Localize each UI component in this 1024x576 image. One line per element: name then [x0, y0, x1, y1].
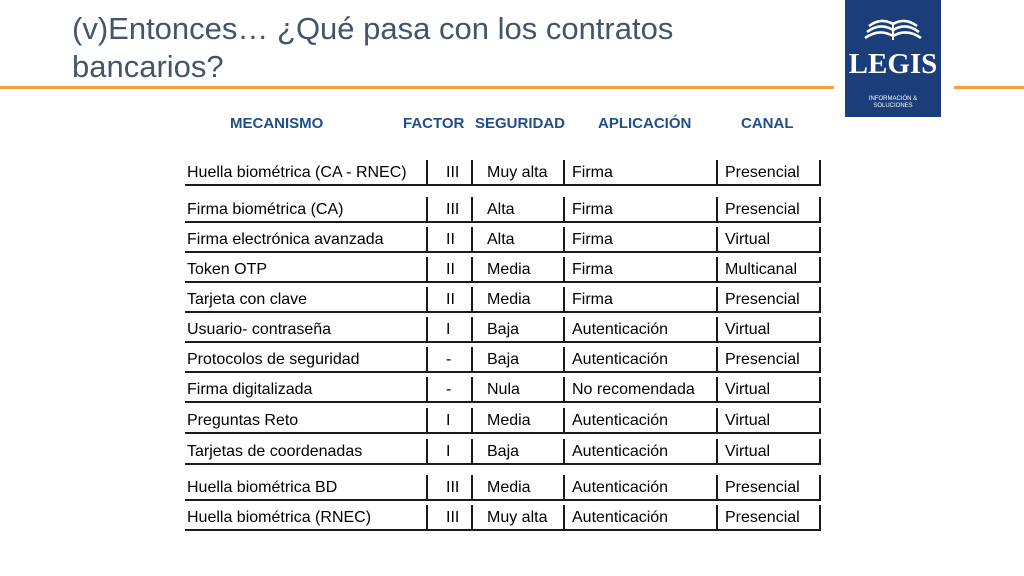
cell-mecanismo	[185, 287, 428, 313]
cell-canal	[718, 160, 821, 186]
cell-aplicacion	[565, 347, 718, 373]
cell-canal	[718, 408, 821, 434]
cell-seguridad	[473, 227, 565, 253]
cell-aplicacion	[565, 475, 718, 501]
canal-text: Virtual	[725, 231, 771, 248]
seguridad-text: Baja	[487, 443, 520, 460]
cell-canal	[718, 197, 821, 223]
mecanismo-text: Huella biométrica BD	[187, 479, 338, 496]
factor-text: I	[446, 412, 451, 429]
cell-seguridad	[473, 408, 565, 434]
slide-title: (v)Entonces… ¿Qué pasa con los contratos bancarios?	[72, 11, 674, 84]
factor-text: III	[446, 164, 460, 181]
cell-mecanismo	[185, 317, 428, 343]
cell-mecanismo	[185, 347, 428, 373]
mecanismo-text: Huella biométrica (RNEC)	[187, 509, 372, 526]
factor-text: II	[446, 231, 455, 248]
cell-canal	[718, 475, 821, 501]
canal-text: Virtual	[725, 321, 771, 338]
cell-mecanismo	[185, 160, 428, 186]
factor-text: I	[446, 443, 451, 460]
logo-tagline: INFORMACIÓN & SOLUCIONES	[868, 96, 918, 109]
aplicacion-text: Firma	[572, 291, 613, 308]
aplicacion-text: Firma	[572, 201, 613, 218]
cell-mecanismo	[185, 475, 428, 501]
cell-seguridad	[473, 505, 565, 531]
cell-seguridad	[473, 377, 565, 403]
aplicacion-text: Autenticación	[572, 509, 669, 526]
cell-aplicacion	[565, 287, 718, 313]
table-row	[185, 257, 821, 285]
seguridad-text: Alta	[487, 201, 515, 218]
cell-canal	[718, 377, 821, 403]
cell-seguridad	[473, 257, 565, 283]
mecanismo-text: Usuario- contraseña	[187, 321, 332, 338]
canal-text: Multicanal	[725, 261, 798, 278]
cell-seguridad	[473, 197, 565, 223]
aplicacion-text: Autenticación	[572, 351, 669, 368]
aplicacion-text: Autenticación	[572, 321, 669, 338]
aplicacion-text: Firma	[572, 231, 613, 248]
cell-seguridad	[473, 475, 565, 501]
factor-text: III	[446, 201, 460, 218]
factor-text: II	[446, 261, 455, 278]
seguridad-text: Media	[487, 291, 531, 308]
canal-text: Presencial	[725, 291, 800, 308]
aplicacion-text: Firma	[572, 261, 613, 278]
factor-text: III	[446, 479, 460, 496]
seguridad-text: Nula	[487, 381, 520, 398]
seguridad-text: Media	[487, 261, 531, 278]
cell-factor	[428, 439, 473, 465]
table-row	[185, 408, 821, 436]
canal-text: Presencial	[725, 164, 800, 181]
cell-factor	[428, 287, 473, 313]
mecanismo-text: Tarjeta con clave	[187, 291, 308, 308]
header-seguridad: SEGURIDAD	[475, 115, 566, 132]
cell-factor	[428, 377, 473, 403]
cell-mecanismo	[185, 197, 428, 223]
table-row	[185, 160, 821, 188]
cell-aplicacion	[565, 257, 718, 283]
table-row	[185, 197, 821, 225]
seguridad-text: Media	[487, 479, 531, 496]
seguridad-text: Baja	[487, 351, 520, 368]
mecanismo-text: Protocolos de seguridad	[187, 351, 360, 368]
cell-aplicacion	[565, 317, 718, 343]
factor-text: -	[446, 351, 452, 368]
seguridad-text: Media	[487, 412, 531, 429]
cell-seguridad	[473, 347, 565, 373]
header-mecanismo: MECANISMO	[230, 115, 324, 132]
aplicacion-text: Firma	[572, 164, 613, 181]
mecanismo-text: Tarjetas de coordenadas	[187, 443, 363, 460]
cell-aplicacion	[565, 505, 718, 531]
cell-canal	[718, 347, 821, 373]
table-row	[185, 439, 821, 467]
seguridad-text: Baja	[487, 321, 520, 338]
cell-mecanismo	[185, 377, 428, 403]
header-canal: CANAL	[741, 115, 794, 132]
cell-canal	[718, 227, 821, 253]
cell-canal	[718, 317, 821, 343]
header-factor: FACTOR	[403, 115, 465, 132]
table-row	[185, 347, 821, 375]
cell-factor	[428, 197, 473, 223]
canal-text: Virtual	[725, 412, 771, 429]
cell-aplicacion	[565, 377, 718, 403]
mecanismo-text: Token OTP	[187, 261, 268, 278]
cell-factor	[428, 505, 473, 531]
cell-factor	[428, 160, 473, 186]
cell-mecanismo	[185, 408, 428, 434]
cell-canal	[718, 505, 821, 531]
aplicacion-text: Autenticación	[572, 479, 669, 496]
logo-brand: LEGIS	[848, 48, 938, 80]
cell-seguridad	[473, 160, 565, 186]
title-underline-right	[954, 86, 1024, 89]
seguridad-text: Alta	[487, 231, 515, 248]
cell-mecanismo	[185, 227, 428, 253]
mecanismo-text: Firma biométrica (CA)	[187, 201, 344, 218]
cell-aplicacion	[565, 408, 718, 434]
cell-aplicacion	[565, 439, 718, 465]
table-row	[185, 287, 821, 315]
table-row	[185, 475, 821, 503]
table-row	[185, 505, 821, 533]
cell-factor	[428, 475, 473, 501]
factor-text: II	[446, 291, 455, 308]
cell-factor	[428, 347, 473, 373]
canal-text: Presencial	[725, 479, 800, 496]
legis-logo	[845, 0, 941, 117]
cell-canal	[718, 257, 821, 283]
factor-text: I	[446, 321, 451, 338]
header-aplicacion: APLICACIÓN	[598, 115, 692, 132]
cell-mecanismo	[185, 439, 428, 465]
mecanismo-text: Preguntas Reto	[187, 412, 299, 429]
book-icon	[845, 0, 941, 50]
cell-aplicacion	[565, 227, 718, 253]
seguridad-text: Muy alta	[487, 164, 548, 181]
cell-mecanismo	[185, 505, 428, 531]
cell-factor	[428, 227, 473, 253]
seguridad-text: Muy alta	[487, 509, 548, 526]
cell-mecanismo	[185, 257, 428, 283]
canal-text: Virtual	[725, 443, 771, 460]
aplicacion-text: Autenticación	[572, 443, 669, 460]
cell-factor	[428, 257, 473, 283]
cell-factor	[428, 317, 473, 343]
cell-canal	[718, 287, 821, 313]
factor-text: III	[446, 509, 460, 526]
aplicacion-text: No recomendada	[572, 381, 695, 398]
cell-aplicacion	[565, 197, 718, 223]
title-underline	[0, 86, 834, 89]
canal-text: Presencial	[725, 509, 800, 526]
mecanismo-text: Firma electrónica avanzada	[187, 231, 384, 248]
cell-canal	[718, 439, 821, 465]
cell-seguridad	[473, 439, 565, 465]
canal-text: Virtual	[725, 381, 771, 398]
cell-seguridad	[473, 287, 565, 313]
cell-factor	[428, 408, 473, 434]
mecanismo-text: Firma digitalizada	[187, 381, 313, 398]
table-row	[185, 317, 821, 345]
factor-text: -	[446, 381, 452, 398]
cell-seguridad	[473, 317, 565, 343]
canal-text: Presencial	[725, 351, 800, 368]
mecanismo-text: Huella biométrica (CA - RNEC)	[187, 164, 407, 181]
table-row	[185, 377, 821, 405]
canal-text: Presencial	[725, 201, 800, 218]
aplicacion-text: Autenticación	[572, 412, 669, 429]
table-row	[185, 227, 821, 255]
cell-aplicacion	[565, 160, 718, 186]
